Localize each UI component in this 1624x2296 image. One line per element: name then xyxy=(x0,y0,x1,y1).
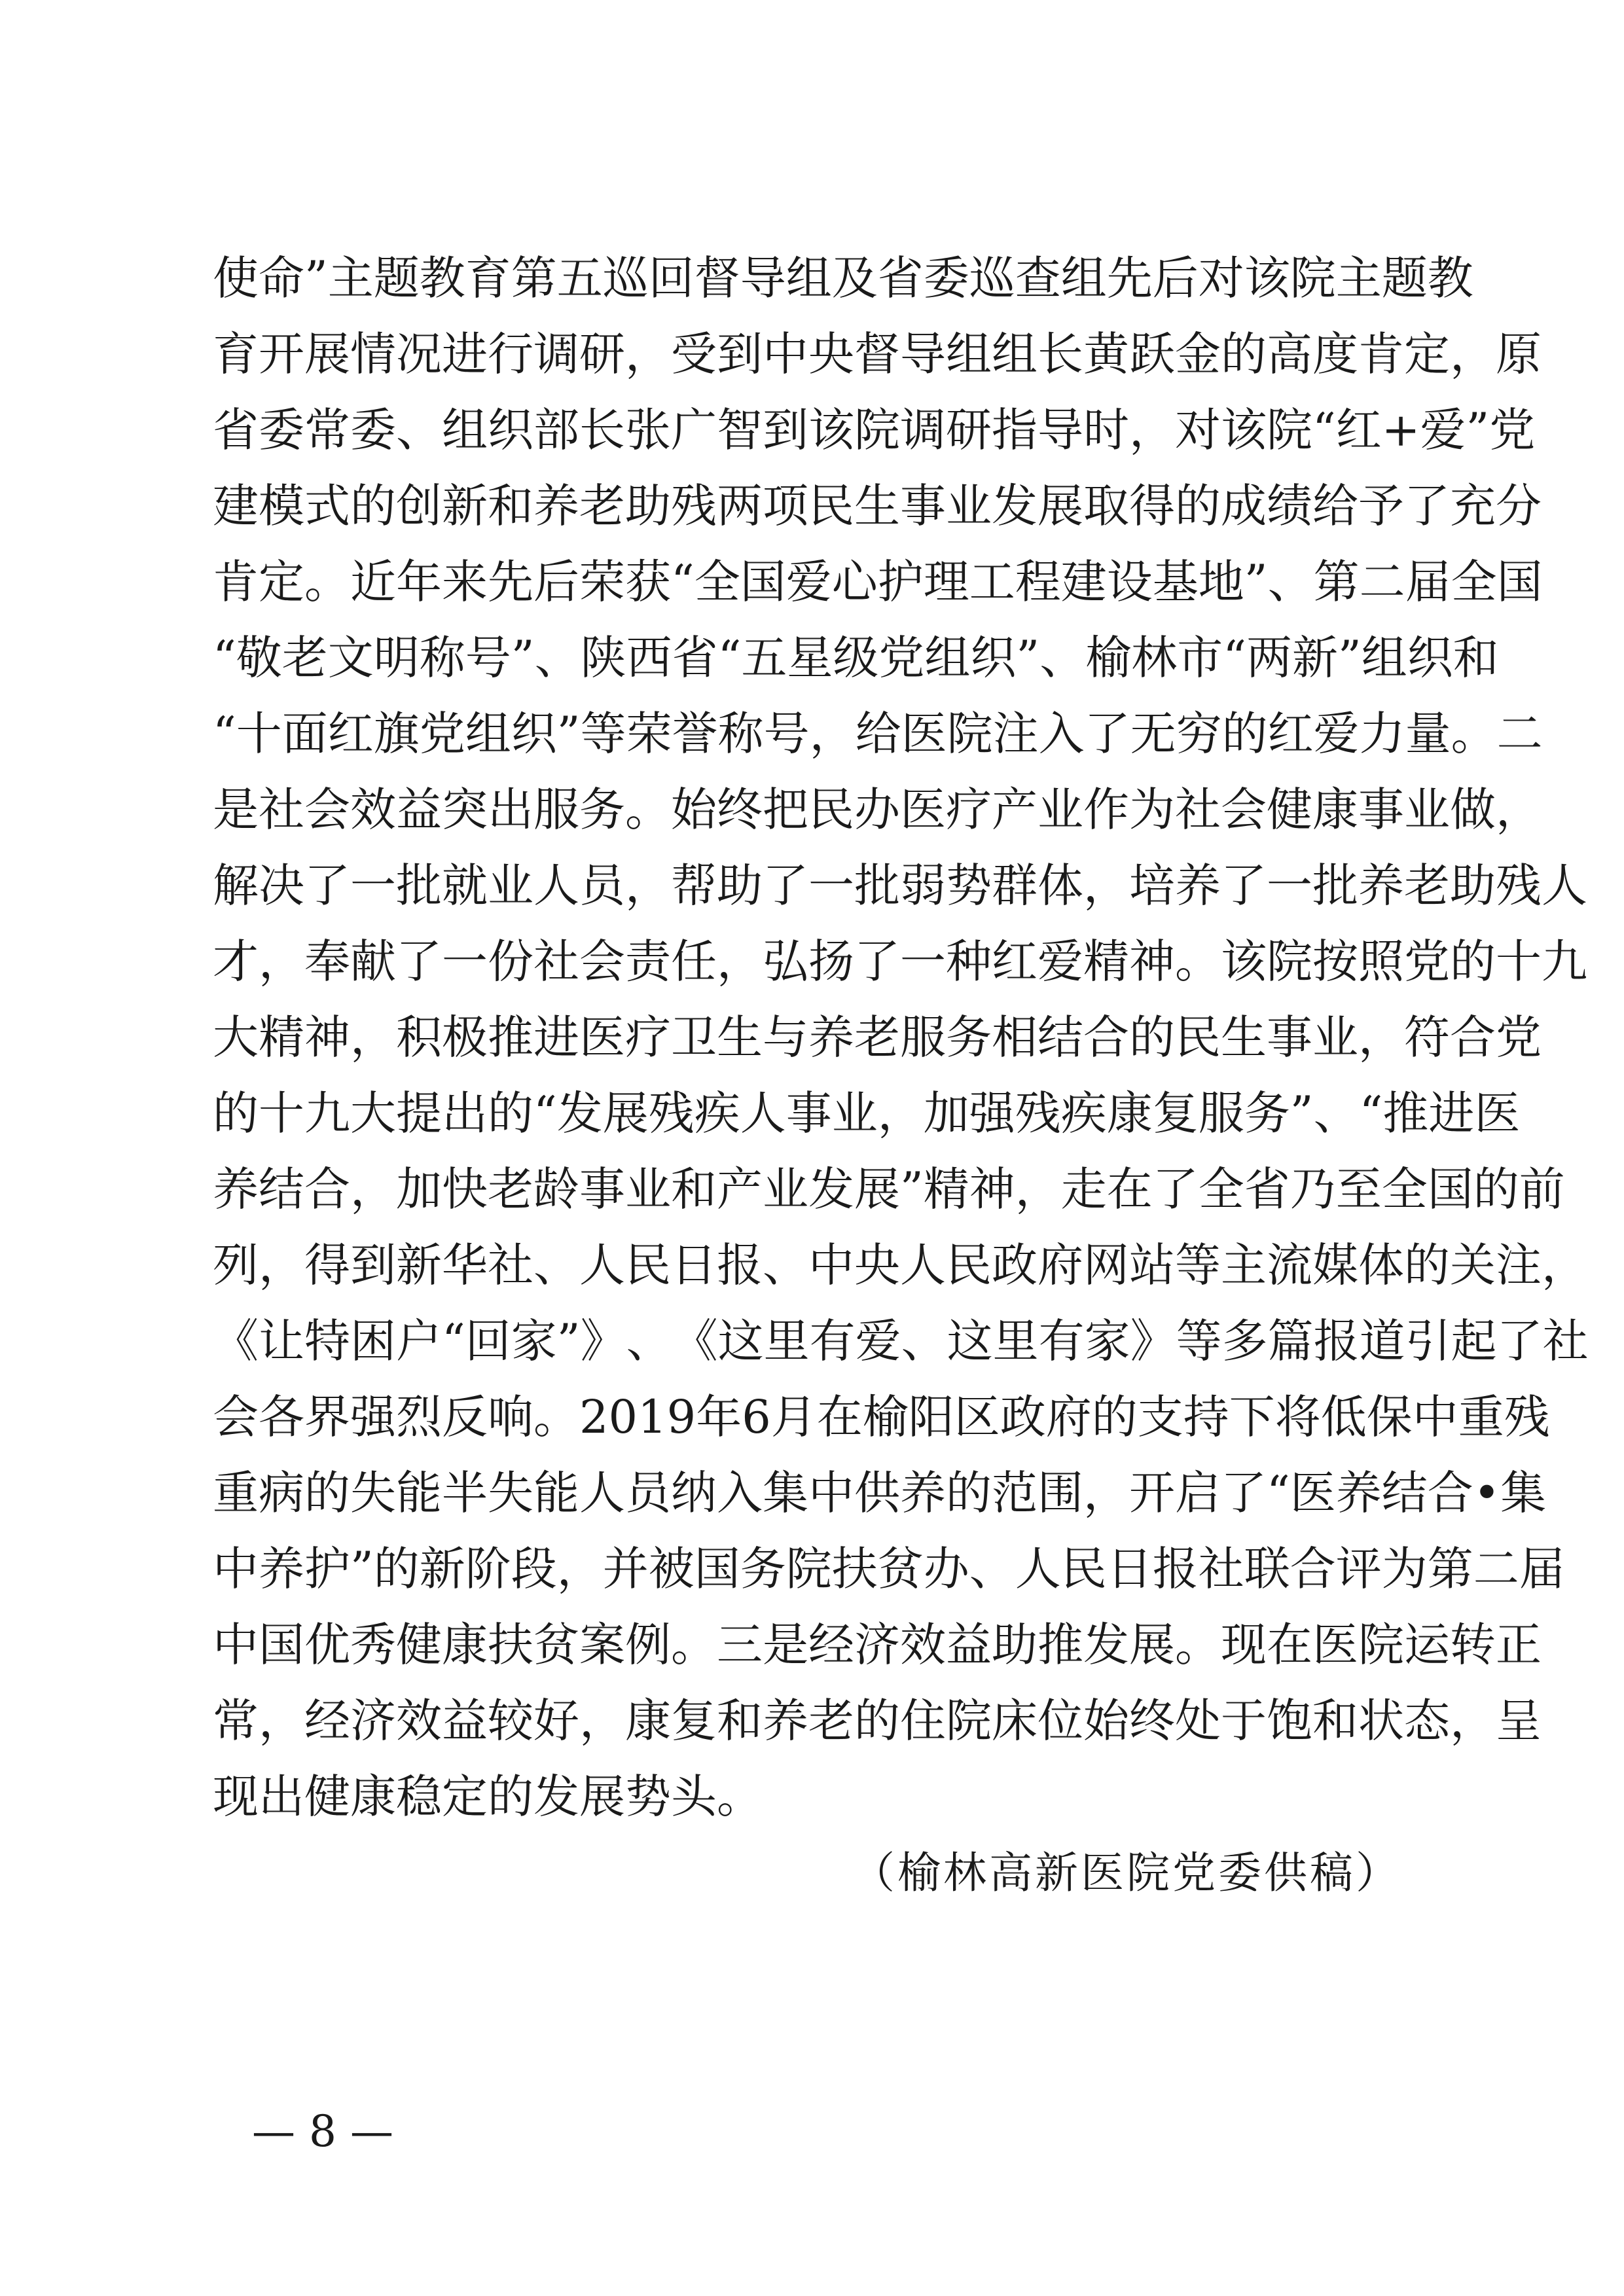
body-line-8: 是 社 会 效 益 突 出 服 务 。 始 终 把 民 办 医 疗 产 业 作 为 社 会 健 康 事 业 做 ， xyxy=(213,783,1542,836)
body-line-11: 大 精 神 ， 积 极 推 进 医 疗 卫 生 与 养 老 服 务 相 结 合 的 民 生 事 业 ， 符 合 党 xyxy=(213,1011,1542,1064)
body-line-13: 养 结 合 ， 加 快 老 龄 事 业 和 产 业 发 展 ” 精 神 ， 走 在 了 全 省 乃 至 全 国 的 前 xyxy=(213,1162,1565,1216)
source-attribution: （榆林高新医院党委供稿） xyxy=(852,1848,1401,1898)
body-line-21: 现出健康稳定的发展势头。 xyxy=(213,1770,763,1823)
body-line-4: 建 模 式 的 创 新 和 养 老 助 残 两 项 民 生 事 业 发 展 取 得 的 成 绩 给 予 了 充 分 xyxy=(213,479,1542,533)
body-line-3: 省 委 常 委 、 组 织 部 长 张 广 智 到 该 院 调 研 指 导 时 ， 对 该 院 “ 红 + 爱 ” 党 xyxy=(213,403,1536,457)
body-line-12: 的 十 九 大 提 出 的 “ 发 展 残 疾 人 事 业 ， 加 强 残 疾 康 复 服 务 ” 、 “ 推 进 医 xyxy=(213,1086,1521,1140)
body-line-14: 列 ， 得 到 新 华 社 、 人 民 日 报 、 中 央 人 民 政 府 网 站 等 主 流 媒 体 的 关 注 ， xyxy=(213,1238,1587,1292)
body-line-1: 使 命 ” 主 题 教 育 第 五 巡 回 督 导 组 及 省 委 巡 查 组 先 后 对 该 院 主 题 教 xyxy=(213,251,1473,305)
body-line-10: 才 ， 奉 献 了 一 份 社 会 责 任 ， 弘 扬 了 一 种 红 爱 精 神 。 该 院 按 照 党 的 十 九 xyxy=(213,935,1587,988)
body-line-20: 常 ， 经 济 效 益 较 好 ， 康 复 和 养 老 的 住 院 床 位 始 终 处 于 饱 和 状 态 ， 呈 xyxy=(213,1694,1542,1748)
body-line-16: 会 各 界 强 烈 反 响 。 2 0 1 9 年 6 月 在 榆 阳 区 政 府 的 支 持 下 将 低 保 中 重 残 xyxy=(213,1390,1550,1444)
body-line-15: 《 让 特 困 户 “ 回 家 ” 》 、 《 这 里 有 爱 、 这 里 有 家 》 等 多 篇 报 道 引 起 了 社 xyxy=(213,1314,1589,1368)
body-line-6: “ 敬 老 文 明 称 号 ” 、 陕 西 省 “ 五 星 级 党 组 织 ” 、 榆 林 市 “ 两 新 ” 组 织 和 xyxy=(213,631,1499,685)
body-line-9: 解 决 了 一 批 就 业 人 员 ， 帮 助 了 一 批 弱 势 群 体 ， 培 养 了 一 批 养 老 助 残 人 xyxy=(213,859,1587,912)
page-number: — 8 — xyxy=(252,2106,393,2157)
body-line-5: 肯 定 。 近 年 来 先 后 荣 获 “ 全 国 爱 心 护 理 工 程 建 设 基 地 ” 、 第 二 届 全 国 xyxy=(213,555,1543,609)
body-line-19: 中 国 优 秀 健 康 扶 贫 案 例 。 三 是 经 济 效 益 助 推 发 展 。 现 在 医 院 运 转 正 xyxy=(213,1618,1542,1672)
body-line-2: 育 开 展 情 况 进 行 调 研 ， 受 到 中 央 督 导 组 组 长 黄 跃 金 的 高 度 肯 定 ， 原 xyxy=(213,327,1542,381)
body-line-7: “ 十 面 红 旗 党 组 织 ” 等 荣 誉 称 号 ， 给 医 院 注 入 了 无 穷 的 红 爱 力 量 。 二 xyxy=(213,707,1543,761)
body-line-17: 重 病 的 失 能 半 失 能 人 员 纳 入 集 中 供 养 的 范 围 ， 开 启 了 “ 医 养 结 合 • 集 xyxy=(213,1466,1547,1520)
body-line-18: 中 养 护 ” 的 新 阶 段 ， 并 被 国 务 院 扶 贫 办 、 人 民 日 报 社 联 合 评 为 第 二 届 xyxy=(213,1542,1565,1596)
